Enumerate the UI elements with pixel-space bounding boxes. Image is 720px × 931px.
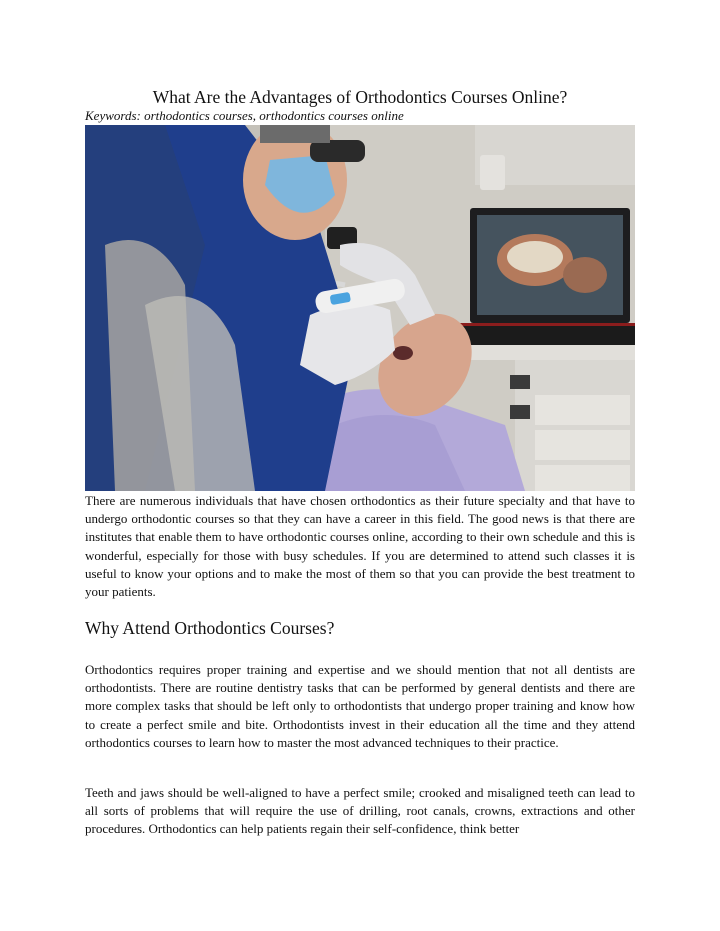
section-heading: Why Attend Orthodontics Courses? bbox=[85, 618, 335, 638]
section-paragraph-2: Teeth and jaws should be well-aligned to have a perfect smile; crooked and misaligned teeth can lead to all sorts of problems that will require the use of drilling, root canals, crowns, extractions and other procedures. Orthodontics can help patients regain their self-confidence, think better bbox=[85, 785, 635, 837]
dentist-photo bbox=[85, 125, 635, 491]
section-paragraph-1: Orthodontics requires proper training and expertise and we should mention that not all dentists are orthodontists. There are routine dentistry tasks that can be performed by general dentists and there are more complex tasks that should be left only to orthodontists that undergo proper training and know how to create a perfect smile and bite. Orthodontists invest in their education all the time and they attend orthodontics courses to learn how to master the most advanced techniques to their practice. bbox=[85, 662, 635, 750]
photo-dentist-scanning-patient-teeth-icon bbox=[85, 125, 635, 491]
intro-paragraph: There are numerous individuals that have chosen orthodontics as their future specialty and that have to undergo orthodontic courses so that they can have a career in this field. The good news is that there are institutes that enable them to have orthodontic courses online, according to their own schedule and this is wonderful, especially for those with busy schedules. If you are determined to attend such classes it is useful to know your options and to make the most of them so that you can provide the best treatment to your patients. bbox=[85, 493, 635, 600]
document-title: What Are the Advantages of Orthodontics Courses Online? bbox=[152, 87, 568, 107]
keywords-line: Keywords: orthodontics courses, orthodontics courses online bbox=[85, 108, 404, 123]
